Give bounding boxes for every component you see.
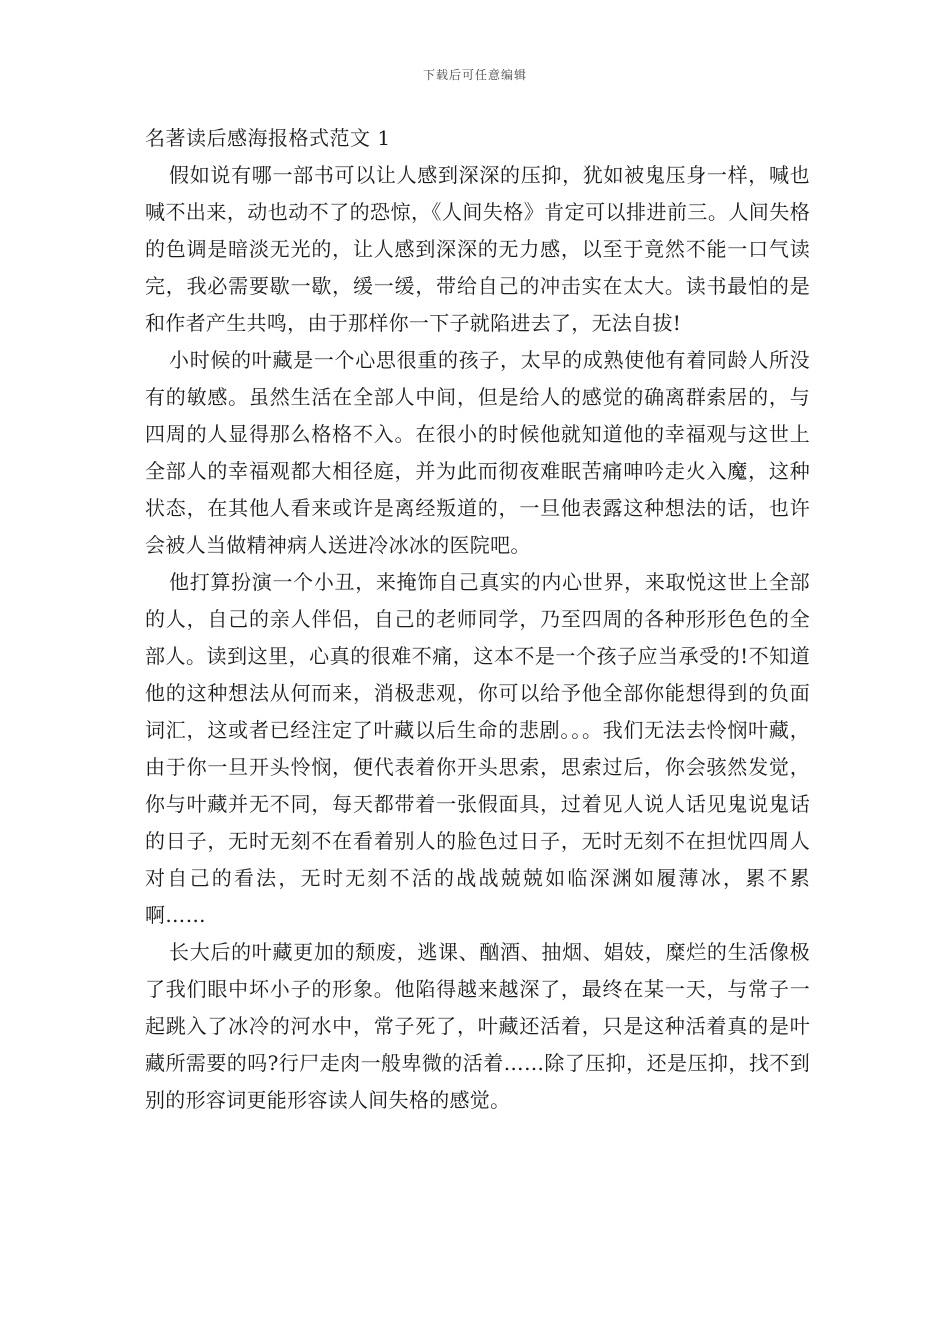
paragraph-4: 长大后的叶藏更加的颓废，逃课、酗酒、抽烟、娼妓，糜烂的生活像极了我们眼中坏小子的形象。他陷得越来越深了，最终在某一天，与常子一起跳入了冰冷的河水中，常子死了，叶藏还活着，只是这种活着真的是叶藏所需要的吗?行尸走肉一般卑微的活着……除了压抑，还是压抑，找不到别的形容词更能形容读人间失格的感觉。: [145, 940, 810, 1112]
document-body: [145, 120, 810, 1119]
paragraph-1: 假如说有哪一部书可以让人感到深深的压抑，犹如被鬼压身一样，喊也喊不出来，动也动不了的恐惊，《人间失格》肯定可以排进前三。人间失格的色调是暗淡无光的，让人感到深深的无力感，以至于竟然不能一口气读完，我必需要歇一歇，缓一缓，带给自己的冲击实在太大。读书最怕的是和作者产生共鸣，由于那样你一下子就陷进去了，无法自拔!: [145, 163, 810, 335]
paragraph-3: 他打算扮演一个小丑，来掩饰自己真实的内心世界，来取悦这世上全部的人，自己的亲人伴侣，自己的老师同学，乃至四周的各种形形色色的全部人。读到这里，心真的很难不痛，这本不是一个孩子应当承受的!不知道他的这种想法从何而来，消极悲观，你可以给予他全部你能想得到的负面词汇，这或者已经注定了叶藏以后生命的悲剧。。。我们无法去怜悯叶藏，由于你一旦开头怜悯，便代表着你开头思索，思索过后，你会骇然发觉，你与叶藏并无不同，每天都带着一张假面具，过着见人说人话见鬼说鬼话的日子，无时无刻不在看着别人的脸色过日子，无时无刻不在担忧四周人对自己的看法，无时无刻不活的战战兢兢如临深渊如履薄冰，累不累啊……: [145, 570, 810, 927]
paragraph-2: 小时候的叶藏是一个心思很重的孩子，太早的成熟使他有着同龄人所没有的敏感。虽然生活在全部人中间，但是给人的感觉的确离群索居的，与四周的人显得那么格格不入。在很小的时候他就知道他的幸福观与这世上全部人的幸福观都大相径庭，并为此而彻夜难眠苦痛呻吟走火入魔，这种状态，在其他人看来或许是离经叛道的，一旦他表露这种想法的话，也许会被人当做精神病人送进冷冰冰的医院吧。: [145, 348, 810, 557]
document-title: 名著读后感海报格式范文 1: [145, 126, 391, 150]
header-note: 下载后可任意编辑: [422, 68, 527, 82]
